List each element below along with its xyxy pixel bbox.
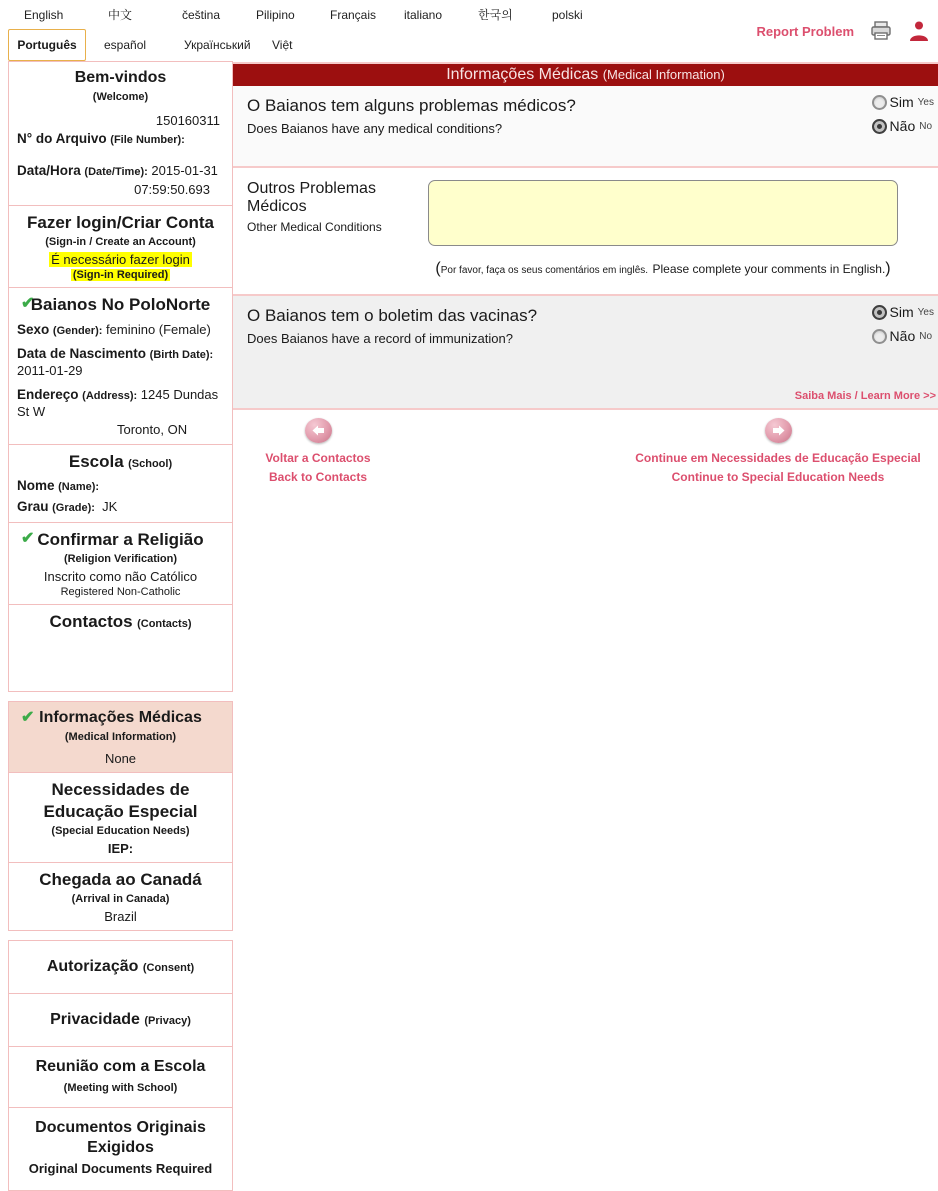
other-medical-conditions-section bbox=[233, 168, 938, 294]
documents-title: Documentos Originais Exigidos bbox=[35, 1119, 206, 1157]
language-link-italian[interactable]: italiano bbox=[404, 8, 443, 22]
special-ed-subtitle: (Special Education Needs) bbox=[51, 824, 190, 837]
body bbox=[0, 62, 938, 1191]
sidebar-section-meeting[interactable] bbox=[8, 1046, 233, 1108]
language-link-chinese[interactable]: 中文 bbox=[108, 8, 133, 22]
language-link-vietnamese[interactable]: Việt bbox=[272, 38, 293, 52]
documents-subtitle: Original Documents Required bbox=[28, 1161, 213, 1177]
page-title-en: (Medical Information) bbox=[602, 67, 725, 82]
q2-radio-yes[interactable] bbox=[872, 305, 887, 320]
question-text-en: Does Baianos have any medical conditions? bbox=[247, 121, 503, 136]
question-text-en: Does Baianos have a record of immunization? bbox=[247, 331, 513, 346]
time-value: 07:59:50.693 bbox=[134, 181, 210, 197]
religion-status-en: Registered Non-Catholic bbox=[60, 586, 181, 599]
sidebar-section-school[interactable] bbox=[8, 444, 233, 523]
welcome-subtitle: (Welcome) bbox=[92, 91, 149, 103]
question-text-pt: O Baianos tem o boletim das vacinas? bbox=[247, 306, 538, 325]
q1-radio-group bbox=[872, 94, 934, 142]
main-content bbox=[233, 62, 938, 510]
back-label-en[interactable]: Back to Contacts bbox=[268, 470, 368, 485]
q2-radio-no[interactable] bbox=[872, 329, 887, 344]
privacy-title: Privacidade (Privacy) bbox=[50, 1011, 191, 1029]
continue-label-en[interactable]: Continue to Special Education Needs bbox=[671, 470, 885, 485]
q1-yes-label-en: Yes bbox=[917, 96, 934, 108]
back-label-pt[interactable]: Voltar a Contactos bbox=[265, 451, 371, 465]
address-row: Endereço (Address): 1245 Dundas St W bbox=[17, 386, 219, 419]
header-actions bbox=[756, 20, 930, 42]
religion-title: ✔ Confirmar a Religião bbox=[21, 530, 204, 550]
signin-subtitle: (Sign-in / Create an Account) bbox=[45, 235, 196, 248]
language-link-polish[interactable]: polski bbox=[552, 8, 583, 22]
language-link-ukrainian[interactable]: Український bbox=[184, 38, 251, 52]
arrival-value: Brazil bbox=[104, 909, 137, 925]
language-selected-portuguese[interactable]: Português bbox=[8, 29, 86, 61]
file-number-value: 150160311 bbox=[155, 113, 220, 128]
report-problem-link[interactable]: Report Problem bbox=[756, 23, 854, 39]
sidebar-section-contacts[interactable] bbox=[8, 604, 233, 692]
q1-no-label: Não bbox=[889, 118, 916, 134]
religion-subtitle: (Religion Verification) bbox=[63, 553, 178, 566]
page-title: Informações Médicas bbox=[446, 66, 599, 83]
signin-required-pt: É necessário fazer login bbox=[51, 251, 190, 267]
q1-option-yes[interactable] bbox=[872, 94, 934, 110]
signin-required-en: (Sign-in Required) bbox=[72, 268, 169, 281]
other-conditions-label: Outros Problemas Médicos Other Medical Conditions bbox=[247, 180, 382, 234]
sidebar-section-medical-current[interactable] bbox=[8, 701, 233, 773]
q2-no-label: Não bbox=[889, 328, 916, 344]
comments-in-english-note: (Por favor, faça os seus comentários em inglês. Please complete your comments in English.) bbox=[435, 260, 891, 277]
q1-radio-yes[interactable] bbox=[872, 95, 887, 110]
arrival-subtitle: (Arrival in Canada) bbox=[71, 893, 170, 906]
medical-subtitle: (Medical Information) bbox=[64, 731, 177, 744]
datetime-row: Data/Hora (Date/Time): 2015-01-31 bbox=[17, 162, 218, 178]
q2-yes-label: Sim bbox=[889, 304, 914, 320]
contacts-title: Contactos (Contacts) bbox=[49, 612, 192, 632]
q2-radio-group bbox=[872, 304, 934, 352]
language-link-french[interactable]: Français bbox=[330, 8, 377, 22]
meeting-title: Reunião com a Escola (Meeting with School) bbox=[35, 1058, 206, 1095]
language-link-korean[interactable]: 한국의 bbox=[478, 8, 513, 22]
birthdate-row: Data de Nascimento (Birth Date): 2011-01-29 bbox=[17, 345, 214, 378]
q1-yes-label: Sim bbox=[889, 94, 914, 110]
medical-value: None bbox=[104, 751, 137, 767]
consent-title: Autorização (Consent) bbox=[46, 958, 195, 976]
printer-icon[interactable] bbox=[870, 21, 892, 41]
student-title: ✔ Baianos No PoloNorte bbox=[21, 294, 211, 314]
q2-yes-label-en: Yes bbox=[917, 306, 934, 318]
language-bar bbox=[0, 0, 938, 62]
sidebar-section-religion[interactable] bbox=[8, 522, 233, 605]
checkmark-icon: ✔ bbox=[21, 294, 35, 312]
q2-option-no[interactable] bbox=[872, 328, 934, 344]
checkmark-icon: ✔ bbox=[21, 709, 35, 727]
navigation-section bbox=[233, 410, 938, 510]
other-conditions-textarea[interactable] bbox=[428, 180, 898, 246]
sidebar-section-arrival[interactable] bbox=[8, 862, 233, 931]
page-title-bar bbox=[233, 64, 938, 86]
q1-radio-no[interactable] bbox=[872, 119, 887, 134]
welcome-title: Bem-vindos bbox=[74, 69, 167, 86]
q1-no-label-en: No bbox=[919, 120, 933, 132]
sidebar-section-student[interactable] bbox=[8, 287, 233, 446]
checkmark-icon: ✔ bbox=[21, 530, 35, 548]
file-number-label: N° do Arquivo (File Number): bbox=[17, 130, 185, 146]
sidebar-section-documents[interactable] bbox=[8, 1107, 233, 1191]
q1-option-no[interactable] bbox=[872, 118, 934, 134]
sidebar-section-signin[interactable] bbox=[8, 205, 233, 288]
religion-status-pt: Inscrito como não Católico bbox=[43, 569, 198, 585]
q2-option-yes[interactable] bbox=[872, 304, 934, 320]
language-link-english[interactable]: English bbox=[24, 8, 64, 22]
iep-label: IEP: bbox=[107, 840, 134, 856]
signin-title: Fazer login/Criar Conta bbox=[26, 212, 215, 232]
address-line2: Toronto, ON bbox=[117, 421, 188, 437]
school-grade-row: Grau (Grade): JK bbox=[17, 499, 118, 515]
user-account-icon[interactable] bbox=[908, 20, 930, 42]
q2-no-label-en: No bbox=[919, 330, 933, 342]
special-ed-title: Necessidades de Educação Especial bbox=[43, 780, 198, 821]
sidebar-section-special-education[interactable] bbox=[8, 772, 233, 863]
language-link-filipino[interactable]: Pilipino bbox=[256, 8, 295, 22]
sidebar-section-welcome[interactable] bbox=[8, 61, 233, 206]
nav-back bbox=[243, 418, 393, 487]
language-link-spanish[interactable]: español bbox=[104, 38, 147, 52]
continue-button[interactable] bbox=[765, 418, 792, 443]
sidebar bbox=[8, 62, 233, 1191]
back-button[interactable] bbox=[305, 418, 332, 443]
learn-more-link[interactable]: Saiba Mais / Learn More >> bbox=[794, 390, 936, 402]
question-text-pt: O Baianos tem alguns problemas médicos? bbox=[247, 96, 576, 115]
arrival-title: Chegada ao Canadá bbox=[39, 869, 202, 889]
nav-continue bbox=[628, 418, 928, 487]
continue-label-pt[interactable]: Continue em Necessidades de Educação Especial bbox=[635, 451, 921, 465]
gender-row: Sexo (Gender): feminino (Female) bbox=[17, 322, 211, 338]
school-name-row: Nome (Name): bbox=[17, 478, 100, 494]
sidebar-section-consent[interactable] bbox=[8, 940, 233, 994]
language-link-czech[interactable]: čeština bbox=[182, 8, 221, 22]
school-title: Escola (School) bbox=[68, 452, 173, 472]
question-medical-conditions bbox=[233, 86, 938, 166]
question-immunization bbox=[233, 296, 938, 408]
sidebar-section-privacy[interactable] bbox=[8, 993, 233, 1047]
medical-title: ✔ Informações Médicas bbox=[21, 709, 202, 727]
